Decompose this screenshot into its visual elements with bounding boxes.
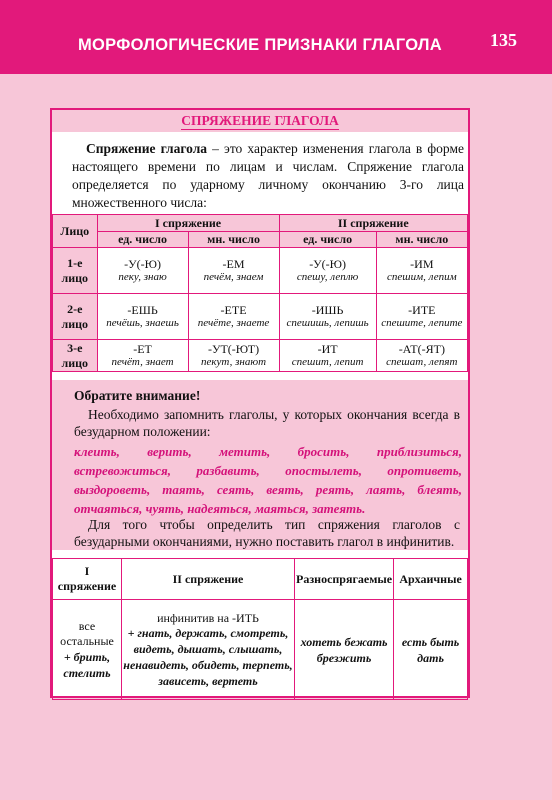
table-cell	[279, 294, 376, 340]
note-verbs: клеить, верить, метить, бросить, приблизиться, встревожиться, разбавить, опостылеть, опротиветь, выздороветь, таять, сеять, веять, реять, лаять, блеять, отчаяться, чуять, надеяться, маяться, затеять.	[74, 444, 462, 516]
first-conj-rest: все остальные	[60, 618, 114, 648]
table-row	[53, 248, 468, 294]
table-row	[53, 600, 468, 700]
table-row	[53, 294, 468, 340]
page-number: 135	[490, 30, 517, 50]
section-title: СПРЯЖЕНИЕ ГЛАГОЛА	[181, 113, 339, 128]
table-cell	[279, 248, 376, 294]
header-archaic: Архаичные	[394, 559, 468, 600]
page-header-title: МОРФОЛОГИЧЕСКИЕ ПРИЗНАКИ ГЛАГОЛА	[78, 36, 443, 54]
note-text-body: Необходимо запомнить глаголы, у которых окончания всегда в безударном положении:	[74, 407, 460, 439]
ending: -ИШЬ	[311, 302, 344, 317]
ending: -УТ(-ЮТ)	[207, 341, 260, 356]
table-cell	[188, 248, 279, 294]
definition-term: Спряжение глагола	[86, 141, 208, 156]
note-text-2-body: Для того чтобы определить тип спряжения глаголов с безударными окончаниями, нужно поставить глагол в инфинитив.	[74, 517, 460, 549]
example: печёт, знает	[111, 355, 174, 368]
table-cell	[188, 340, 279, 372]
note-text	[74, 406, 460, 440]
header-singular-2: ед. число	[279, 232, 376, 248]
table-cell	[376, 340, 467, 372]
note-text-2	[74, 516, 460, 550]
table-cell	[376, 248, 467, 294]
heteroclitic-verbs: хотеть бежать брезжить	[295, 600, 394, 700]
ending: -ЕТ	[133, 341, 152, 356]
ending: -ЕШЬ	[127, 302, 158, 317]
ending: -У(-Ю)	[124, 256, 161, 271]
ending: -ЕМ	[222, 256, 245, 271]
table-cell	[53, 600, 122, 700]
example: пекут, знают	[201, 355, 267, 368]
table-row	[53, 340, 468, 372]
second-conj-rule: инфинитив на -ИТЬ	[157, 610, 259, 625]
example: спешит, лепит	[291, 355, 364, 368]
definition-paragraph	[72, 140, 464, 212]
ending: -У(-Ю)	[309, 256, 347, 271]
example: спешу, леплю	[296, 270, 359, 283]
header-second-conjugation: II спряжение	[279, 215, 467, 232]
table-cell	[97, 248, 188, 294]
ending: -ИТ	[317, 341, 338, 356]
ending: -ИТЕ	[408, 302, 436, 317]
table-cell	[279, 340, 376, 372]
note-box	[52, 380, 468, 550]
conjugation-table	[52, 214, 468, 372]
bottom-table	[52, 558, 468, 700]
example: спешат, лепят	[386, 355, 458, 368]
face-label: 1-е лицо	[53, 248, 98, 294]
table-cell	[97, 294, 188, 340]
example: печёте, знаете	[197, 316, 270, 329]
conj-header-row	[53, 215, 468, 232]
face-label: 2-е лицо	[53, 294, 98, 340]
bottom-header-row	[53, 559, 468, 600]
content-frame	[50, 108, 470, 698]
example: печём, знаем	[203, 270, 264, 283]
example: печёшь, знаешь	[106, 316, 179, 329]
header-plural-1: мн. число	[188, 232, 279, 248]
table-cell	[376, 294, 467, 340]
face-label: 3-е лицо	[53, 340, 98, 372]
first-conj-exceptions: + брить, стелить	[63, 649, 111, 680]
header-singular-1: ед. число	[97, 232, 188, 248]
example: пеку, знаю	[118, 270, 167, 283]
table-cell	[122, 600, 295, 700]
example: спешишь, лепишь	[286, 316, 369, 329]
header-plural-2: мн. число	[376, 232, 467, 248]
table-cell	[97, 340, 188, 372]
section-title-wrap	[52, 110, 468, 132]
note-title: Обратите внимание!	[74, 388, 201, 403]
ending: -АТ(-ЯТ)	[398, 341, 445, 356]
example: спешите, лепите	[381, 316, 463, 329]
header-heteroclitic: Разноспрягаемые	[295, 559, 394, 600]
definition-text: – это характер изменения глагола в форме настоящего времени по лицам и числам. Спряжение глагола определяется по ударному личному окончанию 3-го лица множественного числа:	[72, 141, 464, 210]
header-second-conjugation: II спряжение	[122, 559, 295, 600]
header-first-conjugation: I спряжение	[53, 559, 122, 600]
page-header	[0, 0, 552, 74]
ending: -ИМ	[410, 256, 434, 271]
archaic-verbs: есть быть дать	[394, 600, 468, 700]
header-first-conjugation: I спряжение	[97, 215, 279, 232]
header-face: Лицо	[53, 215, 98, 248]
table-cell	[188, 294, 279, 340]
conj-subheader-row	[53, 232, 468, 248]
ending: -ЕТЕ	[220, 302, 247, 317]
example: спешим, лепим	[387, 270, 457, 283]
second-conj-exceptions: + гнать, держать, смотреть, видеть, дышать, слышать, ненавидеть, обидеть, терпеть, зависеть, вертеть	[123, 625, 293, 688]
